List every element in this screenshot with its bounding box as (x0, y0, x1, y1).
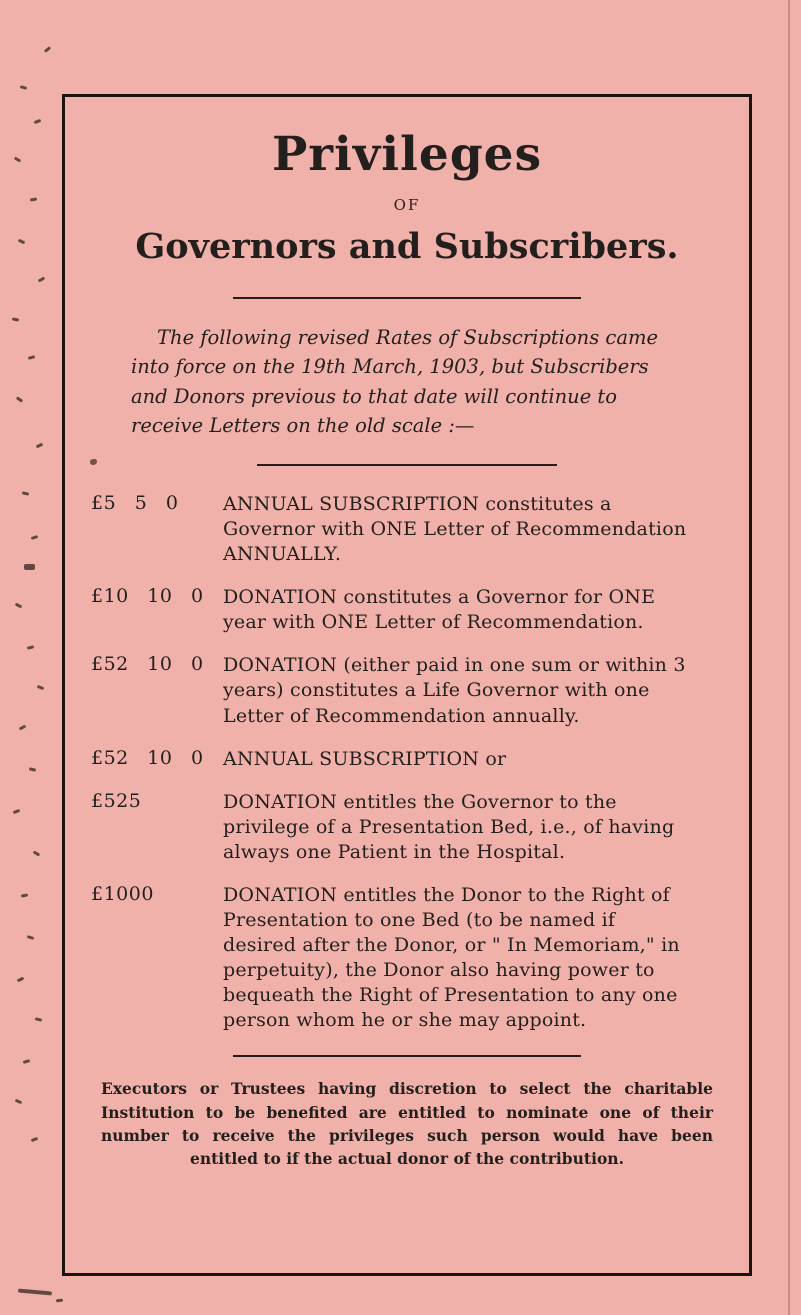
privilege-item (91, 883, 723, 1033)
item-text: DONATION entitles the Governor to the privilege of a Presentation Bed, i.e., of having always one Patient in the Hospital. (223, 790, 675, 863)
privilege-item (91, 492, 723, 567)
item-text: ANNUAL SUBSCRIPTION constitutes a Governor with ONE Letter of Recommendation ANNUALLY. (223, 493, 687, 566)
divider-middle (257, 464, 557, 466)
page-subtitle: Governors and Subscribers. (135, 226, 679, 267)
divider-top (233, 297, 581, 299)
privilege-item (91, 747, 723, 772)
item-amount: £52 10 0 (91, 653, 204, 676)
privilege-item (91, 790, 723, 865)
item-amount: £5 5 0 (91, 492, 179, 514)
item-amount: £1000 (91, 882, 154, 905)
item-text: DONATION (either paid in one sum or within 3 years) constitutes a Life Governor with one Letter of Recommendation annually. (223, 654, 686, 727)
page-frame (62, 94, 752, 1276)
executors-note: Executors or Trustees having discretion to select the charitable Institution to be benefited are entitled to nominate one of their number to receive the privileges such person would have been entitled to if the actual donor of the contribution. (101, 1079, 713, 1169)
privilege-item (91, 585, 723, 635)
item-amount: £525 (91, 789, 142, 812)
divider-bottom (233, 1055, 581, 1057)
item-text: ANNUAL SUBSCRIPTION or (223, 747, 507, 770)
item-text: DONATION entitles the Donor to the Right of Presentation to one Bed (to be named if desired after the Donor, or " In Memoriam," in perpetuity), the Donor also having power to bequeath the Right of Presentation to any one person whom he or she may appoint. (223, 883, 680, 1032)
item-amount: £10 10 0 (91, 585, 204, 608)
scan-edge-artifact (788, 0, 790, 1315)
privilege-item (91, 653, 723, 728)
subtitle-of: OF (393, 196, 421, 214)
page-title: Privileges (271, 127, 543, 182)
item-amount: £52 10 0 (91, 746, 204, 769)
privileges-list (91, 492, 723, 1033)
item-text: DONATION constitutes a Governor for ONE year with ONE Letter of Recommendation. (223, 586, 656, 634)
intro-paragraph: The following revised Rates of Subscriptions came into force on the 19th March, 1903, but Subscribers and Donors previous to that date will continue to receive Letters on the old scale :— (131, 326, 659, 437)
